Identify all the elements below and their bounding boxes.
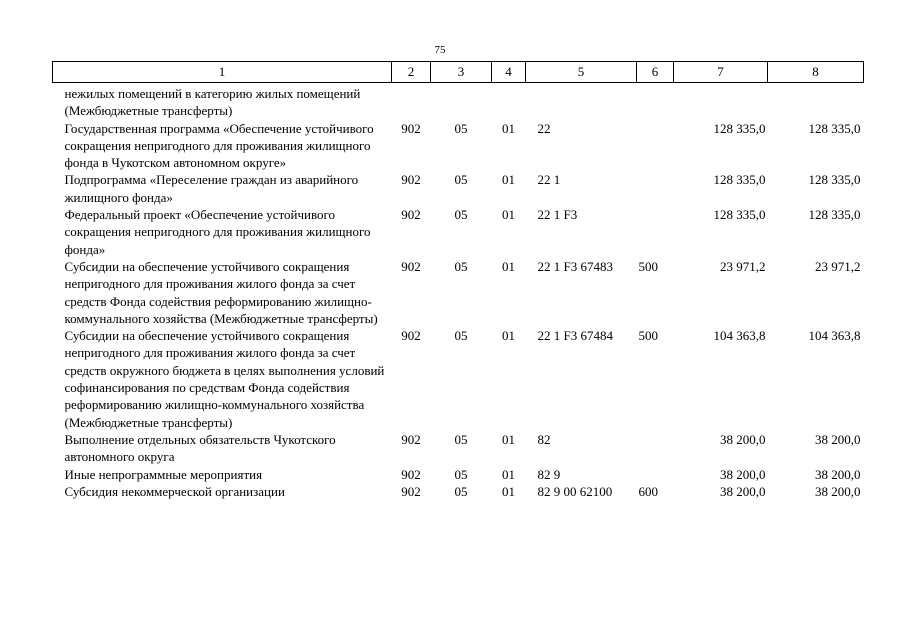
cell-col5: 22 1 F3 67484 — [537, 328, 613, 344]
cell-col8: 128 335,0 — [808, 120, 861, 136]
cell-col7: 128 335,0 — [713, 172, 766, 188]
cell-col3: 05 — [454, 431, 468, 447]
cell-col2 — [392, 83, 431, 120]
table-row — [53, 327, 864, 431]
cell-col7: 38 200,0 — [720, 466, 766, 482]
row-name: Субсидии на обеспечение устойчивого сокращения непригодного для проживания жилого фонда за счет средств Фонда содействия реформированию жилищно-коммунального хозяйства (Межбюджетные трансферты) — [64, 258, 378, 326]
cell-col4: 01 — [502, 207, 515, 223]
cell-col5: 82 9 00 62100 — [537, 483, 613, 499]
cell-col3: 05 — [454, 172, 468, 188]
column-header: 5 — [526, 62, 637, 83]
column-header: 3 — [431, 62, 492, 83]
cell-col7: 128 335,0 — [713, 120, 766, 136]
row-name: Субсидия некоммерческой организации — [64, 483, 285, 499]
cell-col8: 38 200,0 — [815, 431, 861, 447]
row-name: Иные непрограммные мероприятия — [64, 466, 263, 482]
cell-col8: 38 200,0 — [815, 483, 861, 499]
cell-col3: 05 — [454, 483, 468, 499]
cell-col6: 500 — [638, 258, 658, 274]
cell-col3: 05 — [454, 258, 468, 274]
cell-col2: 902 — [401, 466, 421, 482]
row-name: Государственная программа «Обеспечение устойчивого сокращения непригодного для проживания жилищного фонда в Чукотском автономном округе» — [64, 120, 374, 171]
cell-col2: 902 — [401, 483, 421, 499]
cell-col5: 82 — [537, 431, 551, 447]
page-number: 75 — [434, 44, 446, 56]
column-header: 2 — [392, 62, 431, 83]
cell-col2: 902 — [401, 207, 421, 223]
column-header: 1 — [53, 62, 392, 83]
cell-col5: 22 — [537, 120, 551, 136]
cell-col8: 128 335,0 — [808, 207, 861, 223]
table-row — [53, 431, 864, 466]
cell-col8: 38 200,0 — [815, 466, 861, 482]
cell-col7: 104 363,8 — [713, 328, 766, 344]
cell-col7: 23 971,2 — [720, 258, 766, 274]
row-name: нежилых помещений в категорию жилых помещений (Межбюджетные трансферты) — [64, 86, 361, 119]
cell-col6 — [637, 120, 674, 172]
cell-col6 — [637, 206, 674, 258]
cell-col4: 01 — [502, 258, 515, 274]
cell-col4: 01 — [502, 172, 515, 188]
cell-col5: 22 1 F3 — [537, 207, 578, 223]
cell-col4 — [492, 83, 526, 120]
table-header-row — [53, 62, 864, 83]
cell-col6 — [637, 466, 674, 483]
row-name: Выполнение отдельных обязательств Чукотского автономного округа — [64, 431, 336, 465]
cell-col3: 05 — [454, 120, 468, 136]
cell-col4: 01 — [502, 120, 515, 136]
cell-col4: 01 — [502, 431, 515, 447]
cell-col6 — [637, 83, 674, 120]
cell-col7: 38 200,0 — [720, 431, 766, 447]
row-name: Федеральный проект «Обеспечение устойчивого сокращения непригодного для проживания жилищного фонда» — [64, 207, 371, 257]
cell-col5: 82 9 — [537, 466, 561, 482]
cell-col6: 600 — [638, 483, 658, 499]
cell-col2: 902 — [401, 120, 421, 136]
row-name: Подпрограмма «Переселение граждан из аварийного жилищного фонда» — [64, 172, 359, 205]
cell-col2: 902 — [401, 328, 421, 344]
cell-col3 — [431, 83, 492, 120]
column-header: 6 — [637, 62, 674, 83]
row-name: Субсидии на обеспечение устойчивого сокращения непригодного для проживания жилого фонда за счет средств окружного бюджета в целях выполнения условий софинансирования по средствам Фонда содействия реформированию жилищно-коммунального хозяйства (Межбюджетные трансферты) — [64, 328, 385, 430]
cell-col4: 01 — [502, 483, 515, 499]
cell-col3: 05 — [454, 207, 468, 223]
cell-col4: 01 — [502, 328, 515, 344]
table-row — [53, 258, 864, 327]
cell-col2: 902 — [401, 431, 421, 447]
cell-col3: 05 — [454, 328, 468, 344]
table-row — [53, 483, 864, 500]
cell-col6 — [637, 171, 674, 206]
cell-col5: 22 1 — [537, 172, 561, 188]
cell-col2: 902 — [401, 172, 421, 188]
budget-table — [52, 61, 864, 500]
cell-col7 — [674, 83, 768, 120]
table-row — [53, 171, 864, 206]
cell-col8: 104 363,8 — [808, 328, 861, 344]
cell-col2: 902 — [401, 258, 421, 274]
column-header: 4 — [492, 62, 526, 83]
cell-col7: 128 335,0 — [713, 207, 766, 223]
cell-col8: 23 971,2 — [815, 258, 861, 274]
cell-col3: 05 — [454, 466, 468, 482]
table-row — [53, 466, 864, 483]
table-row — [53, 83, 864, 120]
cell-col5: 22 1 F3 67483 — [537, 258, 613, 274]
table-row — [53, 120, 864, 172]
column-header: 7 — [674, 62, 768, 83]
cell-col6 — [637, 431, 674, 466]
cell-col7: 38 200,0 — [720, 483, 766, 499]
table-row — [53, 206, 864, 258]
column-header: 8 — [768, 62, 864, 83]
cell-col8 — [768, 83, 864, 120]
cell-col5 — [526, 83, 637, 120]
cell-col8: 128 335,0 — [808, 172, 861, 188]
cell-col4: 01 — [502, 466, 515, 482]
cell-col6: 500 — [638, 328, 658, 344]
